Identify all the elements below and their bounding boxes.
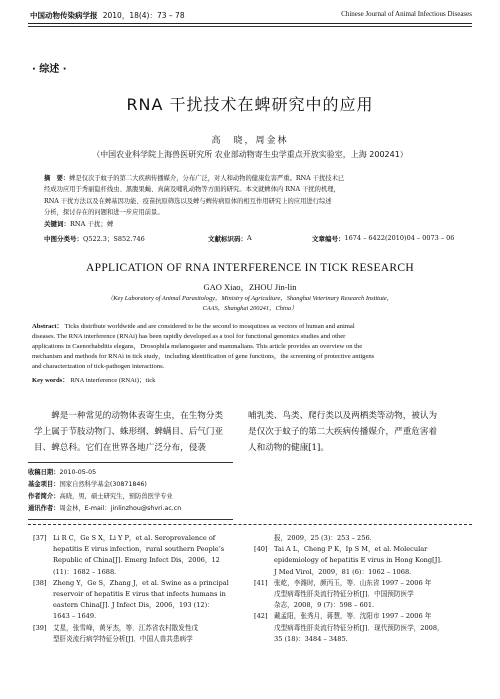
article-title-cn: RNA 干扰技术在蜱研究中的应用 xyxy=(126,95,374,114)
keywords-cn-text: RNA 干扰；蜱 xyxy=(70,220,114,228)
page-break-rule xyxy=(28,524,472,525)
article-number: 文章编号： 1674 – 6422(2010)04 – 0073 – 06 xyxy=(312,234,455,243)
reference-item: 报，2009，25 (3)：253 – 256. xyxy=(274,534,372,542)
reference-item: [42] 戴孟阳，张秀月，蒋慧，等．沈阳市 1997 – 2006 年 戊型病毒性肝炎流行特征分析[J]．现代预防医学，2008， 35 (18)：3484 – 3485. xyxy=(254,612,444,643)
abstract-en xyxy=(32,322,472,372)
document-code: 文献标识码： A xyxy=(208,234,252,243)
keywords-en-text: RNA interference (RNAi)；tick xyxy=(70,377,156,384)
footnote-corresponding: 通讯作者：周金林，E-mail：jinlinzhou@shvri.ac.cn xyxy=(28,505,182,512)
references-left xyxy=(33,533,238,645)
keywords-en-label: Key words： xyxy=(32,377,69,384)
abstract-cn xyxy=(44,173,462,218)
footnote-received: 收稿日期：2010-05-05 xyxy=(28,469,97,476)
abstract-cn-line: 经成功应用于秀丽隐杆线虫、黑腹果蝇、真菌及哺乳动物等方面的研究。本文就蜱体内 RNA 干扰的机理， xyxy=(44,186,340,194)
abstract-en-line: mechanism and methods for RNAi in tick study，including identification of gene functions，the screening of protective antigens xyxy=(32,353,375,361)
reference-item: [39] 艾星，张雪峰，黄牙杰，等．江苏省农村散发性戊 型肝炎流行病学特征分析[J]．中国人兽共患病学 xyxy=(33,623,199,643)
abstract-en-line: diseases. The RNA interference (RNAi) has been rapidly developed as a tool for functional genomics studies and other xyxy=(32,333,346,341)
abstract-cn-label: 摘 要： xyxy=(44,175,70,182)
header-rule xyxy=(28,23,472,24)
footnotes xyxy=(28,467,233,515)
authors-cn: 高 晓，周金林 xyxy=(211,136,289,146)
body-text-right: 哺乳类、鸟类、爬行类以及两栖类等动物，被认为是仅次于蚊子的第二大疾病传播媒介，严重危害着人和动物的健康[1]。 xyxy=(248,411,438,453)
footnote-rule-bottom xyxy=(28,519,233,520)
abstract-en-line: applications in Caenorhabditis elegans，Drosophila melanogaster and mammalians. This article provides an overview on the xyxy=(32,343,363,351)
affiliation-en-line: CAAS，Shanghai 200241，China） xyxy=(202,305,298,312)
references-right xyxy=(254,533,459,645)
footnote-funding: 基金项目：国家自然科学基金(30871846) xyxy=(28,481,147,488)
clc-number: 中图分类号： Q522.3；S852.746 xyxy=(44,235,145,243)
authors-en: GAO Xiao，ZHOU Jin-lin xyxy=(203,282,297,292)
reference-item: [41] 张屹，李潍时，颜丙玉，等．山东省 1997 – 2006 年 戊型病毒性肝炎流行特征分析[J]．中国预防医学 杂志，2008，9 (7)：598 – 601. xyxy=(254,578,432,610)
article-category: · 综述 · xyxy=(32,64,67,75)
keywords-cn-label: 关键词： xyxy=(44,220,70,228)
issue-info: 2010，18(4)：73 – 78 xyxy=(102,11,185,20)
affiliation-en-line: （Key Laboratory of Animal Parasitology，Ministry of Agriculture，Shanghai Veterinary Research Institute， xyxy=(106,295,394,302)
header-rule-thin xyxy=(28,26,472,27)
keywords-cn xyxy=(44,219,113,228)
journal-name-en: Chinese Journal of Animal Infectious Diseases xyxy=(341,10,472,18)
footnote-rule-top xyxy=(28,462,233,463)
abstract-cn-line: 蜱是仅次于蚊子的第二大疾病传播媒介，分布广泛，对人和动物的健康危害严重。RNA 干扰技术已 xyxy=(69,175,345,182)
footnote-author: 作者简介：高晓，男，硕士研究生，预防兽医学专业 xyxy=(28,493,173,500)
abstract-cn-line: 分析，探讨存在的问题和进一步应用前景。 xyxy=(44,208,164,216)
abstract-en-label: Abstract： xyxy=(32,323,64,330)
journal-name-cn: 中国动物传染病学报 2010，18(4)：73 – 78 xyxy=(30,11,185,20)
affiliation-cn: （中国农业科学院上海兽医研究所 农业部动物寄生虫学重点开放实验室，上海 200241） xyxy=(92,150,408,159)
abstract-en-line: and characterization of tick-pathogen interactions. xyxy=(32,363,165,371)
reference-item: [40] Tai A L，Cheng P K，Ip S M，et al. Molecular epidemiology of hepatitis E virus in Hong Kong[J]. J Med Virol，2009，81 (6)：1062 – 1068. xyxy=(254,545,443,576)
article-title-en: APPLICATION OF RNA INTERFERENCE IN TICK RESEARCH xyxy=(86,262,414,274)
abstract-cn-line: RNA 干扰方法以及在蜱基因功能、疫苗抗原筛选以及蜱与蜱传病原体的相互作用研究上的应用进行综述 xyxy=(44,197,332,205)
classification-row xyxy=(44,234,462,244)
reference-item: [38] Zheng Y，Ge S，Zhang J，et al. Swine as a principal reservoir of hepatitis E virus that infects humans in eastern China[J]. J Infect Dis，2006，193 (12)： 1643 – 1649. xyxy=(33,578,229,621)
affiliation-en xyxy=(0,294,500,314)
keywords-en xyxy=(32,374,155,384)
reference-item: [37] Li R C，Ge S X，Li Y P，et al. Seroprevalence of hepatitis E virus infection，rural southern People’s Republic of China[J]. Emerg Infect Dis，2006，12 (11)：1682 – 1688. xyxy=(33,534,225,576)
abstract-en-line: Ticks distribute worldwide and are considered to be the second to mosquitoes as vectors of human and animal xyxy=(64,323,355,330)
body-text-left: 蜱是一种常见的动物体表寄生虫，在生物分类学上属于节肢动物门、蛛形纲、蜱螨目、后气门亚目、蜱总科。它们在世界各地广泛分布，侵袭 xyxy=(34,411,224,453)
